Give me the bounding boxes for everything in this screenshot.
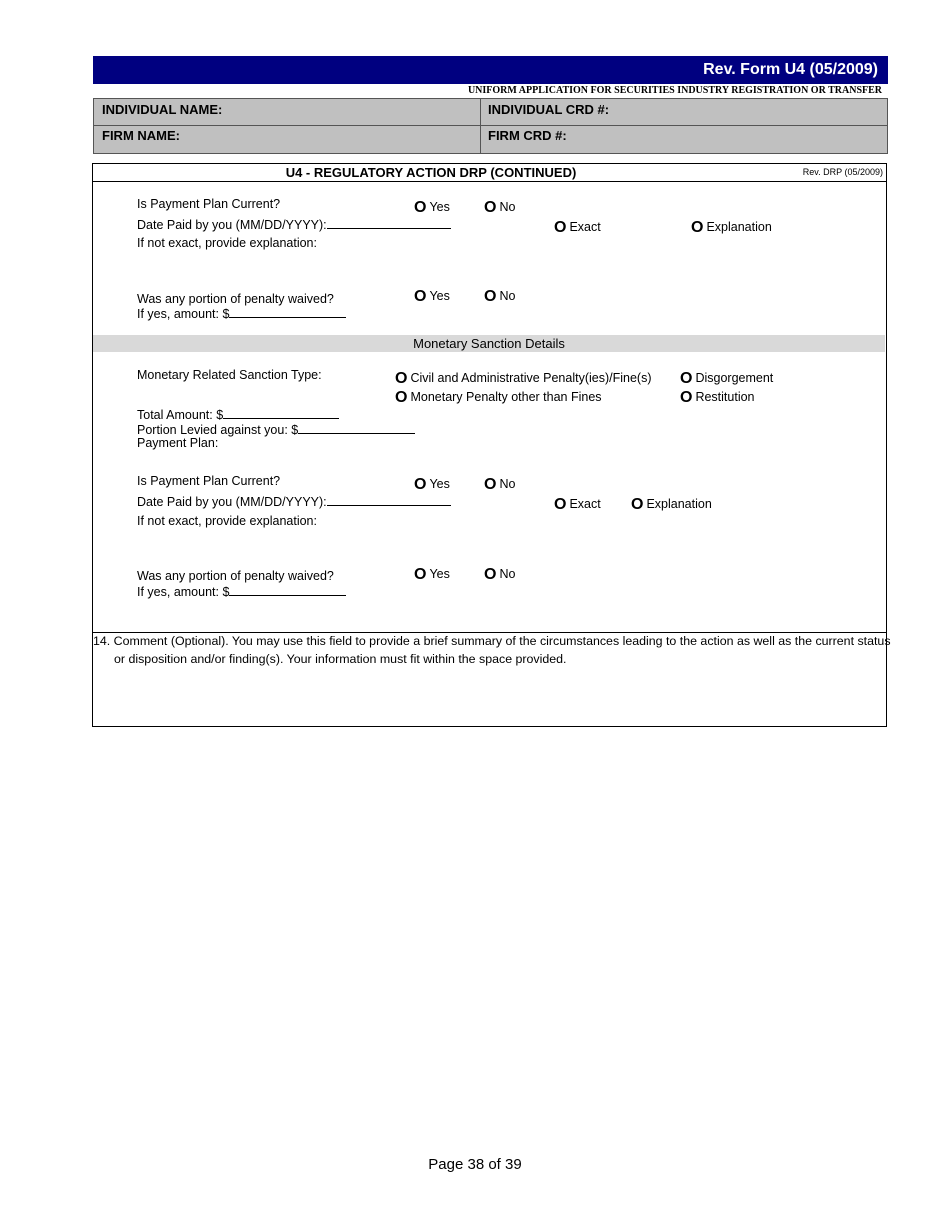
waived-amount-label-2: If yes, amount: $	[137, 585, 230, 599]
total-amount-blank[interactable]	[223, 407, 339, 419]
radio-icon: O	[484, 288, 497, 305]
penalty-waived-label-2: Was any portion of penalty waived?	[137, 569, 334, 583]
waived-amount-field[interactable]	[137, 306, 346, 321]
portion-levied-field[interactable]	[137, 422, 415, 437]
radio-icon: O	[680, 370, 693, 387]
comment-field[interactable]	[93, 634, 891, 724]
radio-icon: O	[395, 370, 408, 387]
comment-instructions-line1: 14. Comment (Optional). You may use this field to provide a brief summary of the circumstances leading to the action as well as the current status	[93, 634, 891, 648]
penalty-waived-yes-radio-2[interactable]: O Yes	[414, 566, 450, 583]
form-banner	[93, 56, 888, 84]
radio-icon: O	[414, 476, 427, 493]
payment-current-yes-radio[interactable]: O Yes	[414, 199, 450, 216]
individual-crd-field[interactable]	[488, 102, 609, 117]
waived-amount-label: If yes, amount: $	[137, 307, 230, 321]
grid-divider-vertical	[480, 99, 481, 153]
waived-amount-blank[interactable]	[229, 306, 346, 318]
payment-current-yes-radio-2[interactable]: O Yes	[414, 476, 450, 493]
monetary-sanction-header	[93, 335, 885, 352]
penalty-waived-yes-radio[interactable]: O Yes	[414, 288, 450, 305]
payment-plan-current-label-2: Is Payment Plan Current?	[137, 474, 281, 488]
disgorgement-radio[interactable]: O Disgorgement	[680, 370, 774, 387]
radio-icon: O	[631, 496, 644, 513]
radio-icon: O	[554, 496, 567, 513]
restitution-radio[interactable]: O Restitution	[680, 389, 755, 406]
radio-icon: O	[554, 219, 567, 236]
date-paid-field[interactable]	[137, 217, 451, 232]
waived-amount-blank-2[interactable]	[229, 584, 346, 596]
firm-name-field[interactable]	[102, 128, 180, 143]
date-exact-radio[interactable]: O Exact	[554, 219, 601, 236]
monetary-penalty-radio[interactable]: O Monetary Penalty other than Fines	[395, 389, 602, 406]
radio-icon: O	[484, 199, 497, 216]
individual-name-label: INDIVIDUAL NAME:	[102, 102, 223, 117]
radio-icon: O	[680, 389, 693, 406]
penalty-waived-no-radio-2[interactable]: O No	[484, 566, 516, 583]
monetary-sanction-title: Monetary Sanction Details	[413, 336, 565, 351]
grid-divider-horizontal	[94, 125, 887, 126]
individual-crd-label: INDIVIDUAL CRD #:	[488, 102, 610, 117]
date-paid-label-2: Date Paid by you (MM/DD/YYYY):	[137, 495, 327, 509]
not-exact-explanation-label: If not exact, provide explanation:	[137, 236, 317, 250]
page-number: Page 38 of 39	[428, 1156, 522, 1173]
waived-amount-field-2[interactable]	[137, 584, 346, 599]
portion-levied-blank[interactable]	[298, 422, 415, 434]
comment-divider	[93, 632, 886, 633]
radio-icon: O	[414, 566, 427, 583]
not-exact-explanation-label-2: If not exact, provide explanation:	[137, 514, 317, 528]
payment-plan-label: Payment Plan:	[137, 436, 219, 450]
total-amount-label: Total Amount: $	[137, 408, 224, 422]
radio-icon: O	[395, 389, 408, 406]
firm-crd-label: FIRM CRD #:	[488, 128, 567, 143]
individual-info-grid	[93, 98, 888, 154]
total-amount-field[interactable]	[137, 407, 339, 422]
date-paid-field-2[interactable]	[137, 494, 451, 509]
rev-form-label: Rev. Form U4 (05/2009)	[703, 61, 878, 78]
radio-icon: O	[484, 476, 497, 493]
penalty-waived-label: Was any portion of penalty waived?	[137, 292, 334, 306]
radio-icon: O	[414, 199, 427, 216]
form-subtitle: UNIFORM APPLICATION FOR SECURITIES INDUSTRY REGISTRATION OR TRANSFER	[467, 85, 882, 96]
portion-levied-label: Portion Levied against you: $	[137, 423, 299, 437]
payment-plan-current-label: Is Payment Plan Current?	[137, 197, 281, 211]
penalty-waived-no-radio[interactable]: O No	[484, 288, 516, 305]
date-explanation-radio-2[interactable]: O Explanation	[631, 496, 712, 513]
date-paid-blank[interactable]	[327, 217, 451, 229]
radio-icon: O	[484, 566, 497, 583]
date-exact-radio-2[interactable]: O Exact	[554, 496, 601, 513]
firm-crd-field[interactable]	[488, 128, 567, 143]
drp-section-title: U4 - REGULATORY ACTION DRP (CONTINUED)	[285, 165, 577, 180]
individual-name-field[interactable]	[102, 102, 222, 117]
date-paid-label: Date Paid by you (MM/DD/YYYY):	[137, 218, 327, 232]
date-paid-blank-2[interactable]	[327, 494, 451, 506]
firm-name-label: FIRM NAME:	[102, 128, 180, 143]
comment-instructions-line2: or disposition and/or finding(s). Your information must fit within the space provided.	[114, 652, 567, 666]
radio-icon: O	[691, 219, 704, 236]
civil-penalty-radio[interactable]: O Civil and Administrative Penalty(ies)/Fine(s)	[395, 370, 652, 387]
radio-icon: O	[414, 288, 427, 305]
drp-title-bar	[93, 164, 886, 182]
sanction-type-label: Monetary Related Sanction Type:	[137, 368, 322, 382]
drp-rev-label: Rev. DRP (05/2009)	[802, 167, 883, 177]
payment-current-no-radio-2[interactable]: O No	[484, 476, 516, 493]
date-explanation-radio[interactable]: O Explanation	[691, 219, 772, 236]
payment-current-no-radio[interactable]: O No	[484, 199, 516, 216]
